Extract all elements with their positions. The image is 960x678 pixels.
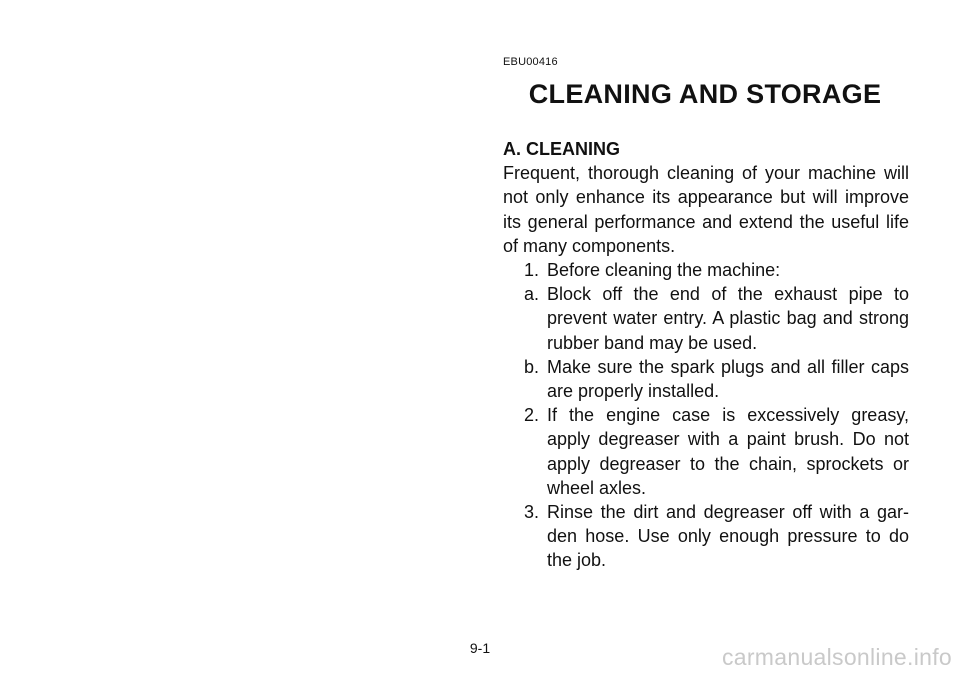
intro-paragraph: Frequent, thorough cleaning of your machine will not only enhance its appearance but will improve its general performance and extend the useful life of many components. bbox=[503, 163, 909, 256]
step-number: b. bbox=[523, 356, 539, 377]
step-text: Make sure the spark plugs and all filler caps are properly installed. bbox=[547, 356, 909, 402]
watermark: carmanualsonline.info bbox=[721, 644, 952, 670]
cleaning-section bbox=[503, 137, 909, 573]
document-code: EBU00416 bbox=[503, 56, 558, 68]
step-text: Before cleaning the machine: bbox=[547, 260, 781, 281]
sub-step-item bbox=[503, 355, 909, 403]
step-item bbox=[503, 403, 909, 500]
step-number: 1. bbox=[523, 260, 539, 281]
section-heading: A. CLEANING bbox=[503, 139, 620, 159]
step-item bbox=[503, 258, 909, 282]
step-number: a. bbox=[523, 284, 539, 305]
step-text: Rinse the dirt and degreaser off with a gar-den hose. Use only enough pressure to do the job. bbox=[547, 502, 909, 571]
page-number: 9-1 bbox=[469, 640, 491, 656]
page-title: CLEANING AND STORAGE bbox=[528, 79, 882, 109]
step-item bbox=[503, 500, 909, 573]
sub-step-item bbox=[503, 282, 909, 355]
step-number: 3. bbox=[523, 502, 539, 523]
step-text: If the engine case is excessively greasy, apply degreaser with a paint brush. Do not apply degreaser to the chain, sprockets or wheel axles. bbox=[547, 405, 909, 498]
step-text: Block off the end of the exhaust pipe to prevent water entry. A plastic bag and strong rubber band may be used. bbox=[547, 284, 909, 353]
step-number: 2. bbox=[523, 405, 539, 426]
steps-list bbox=[503, 258, 909, 573]
